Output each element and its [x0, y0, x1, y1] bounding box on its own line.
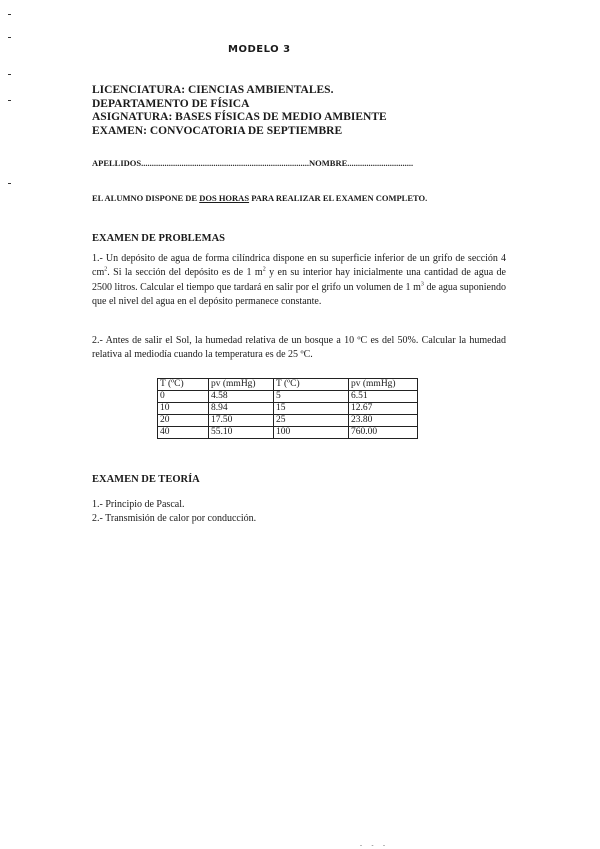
problem-1-text: y en su interior hay inicialmente una cantidad de agua de 2500 litros. Calcular el tiempo que tardará en salir por el grifo un volumen de 1 m — [92, 267, 506, 293]
scan-mark — [8, 14, 11, 15]
model-label: MODELO 3 — [228, 44, 291, 55]
scan-mark — [8, 74, 11, 75]
column-header: pv (mmHg) — [349, 379, 418, 391]
table-cell: 4.58 — [209, 391, 274, 403]
table-cell: 40 — [158, 427, 209, 439]
scan-mark — [8, 100, 11, 101]
superscript: 2 — [104, 266, 108, 273]
table-cell: 20 — [158, 415, 209, 427]
problem-1-text: . Si la sección del depósito es de 1 m — [107, 267, 263, 279]
degree-line: LICENCIATURA: CIENCIAS AMBIENTALES. — [92, 84, 334, 96]
table-row — [158, 391, 418, 403]
problems-section-title: EXAMEN DE PROBLEMAS — [92, 233, 226, 244]
column-header: T (ºC) — [274, 379, 349, 391]
time-notice — [92, 193, 427, 203]
superscript: 2 — [262, 266, 266, 273]
theory-section-title: EXAMEN DE TEORÍA — [92, 474, 200, 485]
table-cell: 0 — [158, 391, 209, 403]
table-row — [158, 415, 418, 427]
problem-1-text: 1.- Un depósito de agua de forma cilíndrica dispone en su superficie inferior de un grifo de sección 4 cm — [92, 253, 506, 279]
first-name-blank: ............................... — [347, 158, 414, 168]
scan-mark — [8, 37, 11, 38]
table-cell: 55.10 — [209, 427, 274, 439]
surname-label: APELLIDOS — [92, 158, 142, 168]
table-cell: 25 — [274, 415, 349, 427]
table-header-row — [158, 379, 418, 391]
vapor-pressure-table — [157, 378, 418, 439]
first-name-label: NOMBRE — [309, 158, 348, 168]
table-row — [158, 403, 418, 415]
exam-header — [92, 84, 387, 138]
table-cell: 100 — [274, 427, 349, 439]
table-cell: 5 — [274, 391, 349, 403]
problem-1 — [92, 252, 506, 309]
table-cell: 6.51 — [349, 391, 418, 403]
scan-mark — [8, 183, 11, 184]
table-cell: 12.67 — [349, 403, 418, 415]
list-item: 1.- Principio de Pascal. — [92, 499, 185, 510]
table-cell: 17.50 — [209, 415, 274, 427]
exam-session-line: EXAMEN: CONVOCATORIA DE SEPTIEMBRE — [92, 124, 343, 137]
problem-1-text: de agua suponiendo que el nivel del agua en el depósito permanece constante. — [92, 281, 506, 307]
table-row — [158, 427, 418, 439]
table-cell: 23.80 — [349, 415, 418, 427]
problem-2: 2.- Antes de salir el Sol, la humedad relativa de un bosque a 10 ºC es del 50%. Calcular la humedad relativa al mediodía cuando la temperatura es de 25 ºC. — [92, 335, 506, 361]
student-name-line — [92, 158, 413, 168]
column-header: T (ºC) — [158, 379, 209, 391]
table-cell: 15 — [274, 403, 349, 415]
notice-text: EL ALUMNO DISPONE DE — [92, 193, 200, 203]
superscript: 3 — [420, 281, 424, 288]
surname-blank: ............................................................................... — [141, 158, 309, 168]
table-cell: 8.94 — [209, 403, 274, 415]
notice-text: PARA REALIZAR EL EXAMEN COMPLETO. — [249, 193, 428, 203]
footer-scan-marks: - - - — [360, 843, 389, 849]
department-line: DEPARTAMENTO DE FÍSICA — [92, 97, 250, 110]
table-cell: 10 — [158, 403, 209, 415]
list-item: 2.- Transmisión de calor por conducción. — [92, 513, 257, 524]
column-header: pv (mmHg) — [209, 379, 274, 391]
subject-line: ASIGNATURA: BASES FÍSICAS DE MEDIO AMBIENTE — [92, 111, 387, 123]
theory-questions — [92, 498, 256, 526]
table-cell: 760.00 — [349, 427, 418, 439]
notice-duration: DOS HORAS — [199, 193, 250, 203]
